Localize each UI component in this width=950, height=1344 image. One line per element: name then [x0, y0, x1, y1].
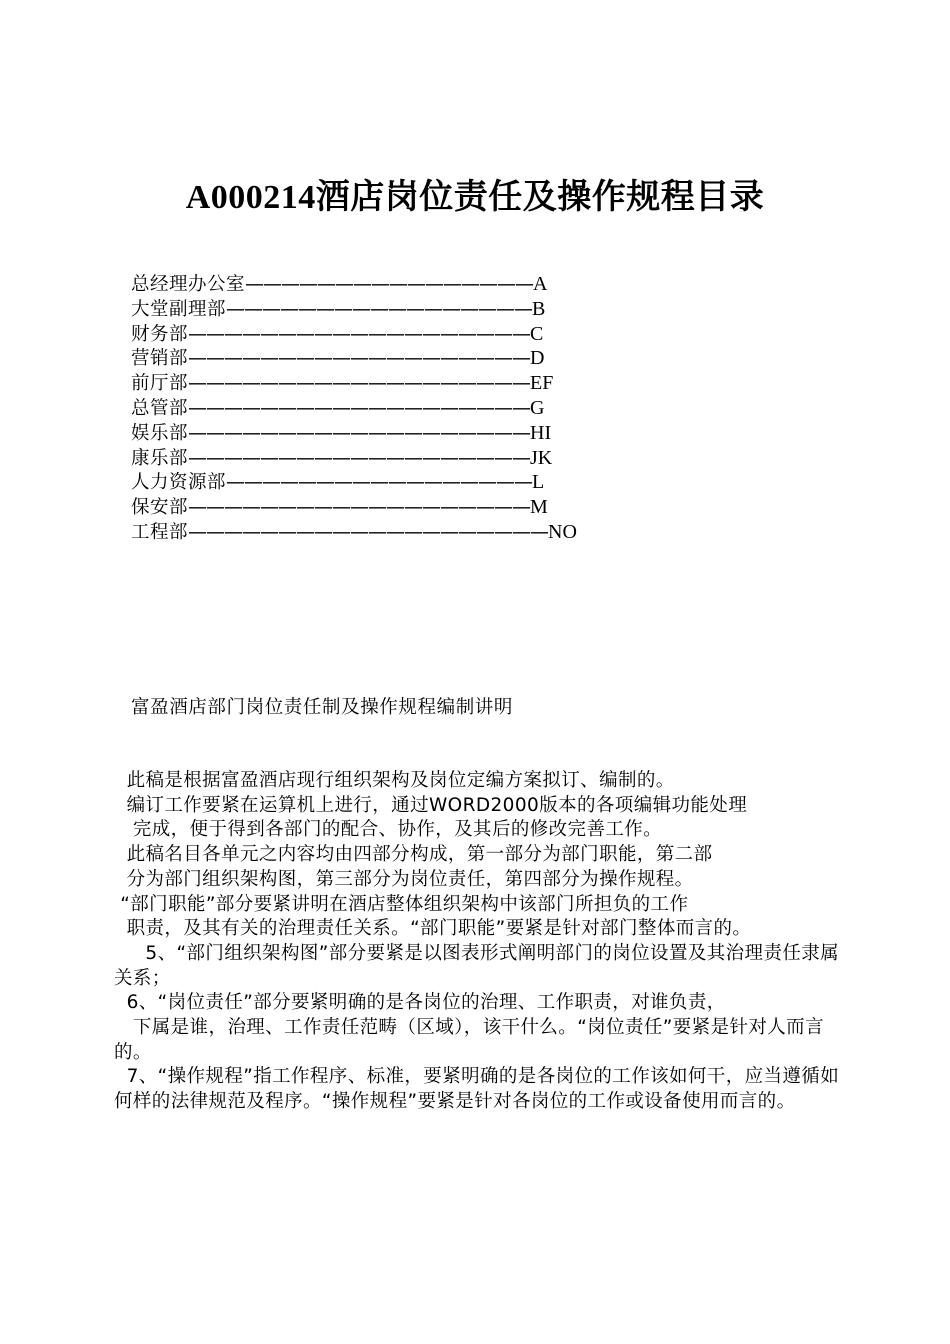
toc-leader: ————————————————— [226, 471, 533, 494]
body-paragraph: 5、“部门组织架构图”部分要紧是以图表形式阐明部门的岗位设置及其治理责任隶属关系； [114, 942, 840, 989]
body-paragraph: 6、“岗位责任”部分要紧明确的是各岗位的治理、工作职责，对谁负责， [114, 992, 726, 1014]
toc-leader: ——————————————————— [188, 322, 531, 345]
toc-leader: ——————————————————— [188, 396, 531, 419]
toc-leader: ———————————————————— [188, 520, 549, 543]
toc-leader: ————————————————— [226, 297, 533, 320]
toc-leader: ——————————————————— [188, 421, 531, 444]
body-paragraph: 职责，及其有关的治理责任关系。“部门职能”要紧是针对部门整体而言的。 [114, 918, 752, 940]
section-heading: 富盈酒店部门岗位责任制及操作规程编制讲明 [131, 697, 514, 718]
toc-code: M [530, 496, 548, 519]
body-paragraph: 编订工作要紧在运算机上进行，通过WORD2000版本的各项编辑功能处理 [114, 794, 748, 816]
toc-entry [131, 470, 577, 495]
toc-leader: ——————————————————— [188, 347, 531, 370]
toc-leader: ——————————————————— [188, 446, 531, 469]
body-paragraph: 完成，便于得到各部门的配合、协作，及其后的修改完善工作。 [114, 819, 663, 841]
body-paragraph: 7、“操作规程”指工作程序、标准，要紧明确的是各岗位的工作该如何干，应当遵循如何样的法律规范及程序。“操作规程”要紧是针对各岗位的工作或设备使用而言的。 [114, 1066, 840, 1113]
toc-department: 娱乐部 [131, 422, 189, 444]
toc-entry [131, 371, 577, 396]
toc-code: B [532, 297, 546, 320]
toc-code: C [530, 322, 544, 345]
toc-department: 保安部 [131, 497, 189, 519]
toc-code: L [532, 471, 545, 494]
toc-entry [131, 297, 577, 322]
toc-department: 工程部 [131, 521, 189, 543]
toc-entry [131, 495, 577, 520]
toc-entry [131, 446, 577, 471]
toc-leader: ——————————————————— [188, 496, 531, 519]
toc-code: JK [530, 446, 553, 469]
toc-leader: ———————————————— [245, 273, 534, 295]
toc-department: 总管部 [131, 397, 189, 419]
toc-entry [131, 520, 577, 545]
toc-code: HI [530, 421, 552, 444]
body-paragraph: “部门职能”部分要紧讲明在酒店整体组织架构中该部门所担负的工作 [114, 893, 689, 915]
toc-entry [131, 322, 577, 347]
toc-department: 前厅部 [131, 373, 189, 395]
toc-entry [131, 396, 577, 421]
toc-code: NO [548, 520, 577, 543]
toc-department: 营销部 [131, 348, 189, 370]
toc-entry [131, 421, 577, 446]
toc-code: EF [530, 372, 554, 395]
toc-department: 总经理办公室 [131, 274, 246, 295]
toc-code: G [530, 396, 545, 419]
toc-department: 人力资源部 [131, 472, 227, 494]
toc-department: 财务部 [131, 323, 189, 345]
toc-entry [131, 272, 577, 297]
body-paragraph: 此稿是根据富盈酒店现行组织架构及岗位定编方案拟订、编制的。 [114, 770, 675, 791]
toc-department: 大堂副理部 [131, 298, 227, 320]
toc-department: 康乐部 [131, 447, 189, 469]
toc-entry [131, 346, 577, 371]
table-of-contents [131, 272, 577, 545]
explanation-body [114, 769, 840, 1115]
body-paragraph: 此稿名目各单元之内容均由四部分构成，第一部分为部门职能，第二部 [114, 844, 713, 866]
toc-code: A [533, 273, 548, 295]
body-paragraph: 分为部门组织架构图，第三部分为岗位责任，第四部分为操作规程。 [114, 868, 694, 890]
page-title: A000214酒店岗位责任及操作规程目录 [185, 179, 765, 216]
body-paragraph: 下属是谁，治理、工作责任范畴（区域），该干什么。“岗位责任”要紧是针对人而言的。 [114, 1017, 824, 1063]
toc-code: D [530, 347, 545, 370]
toc-leader: ——————————————————— [188, 372, 531, 395]
